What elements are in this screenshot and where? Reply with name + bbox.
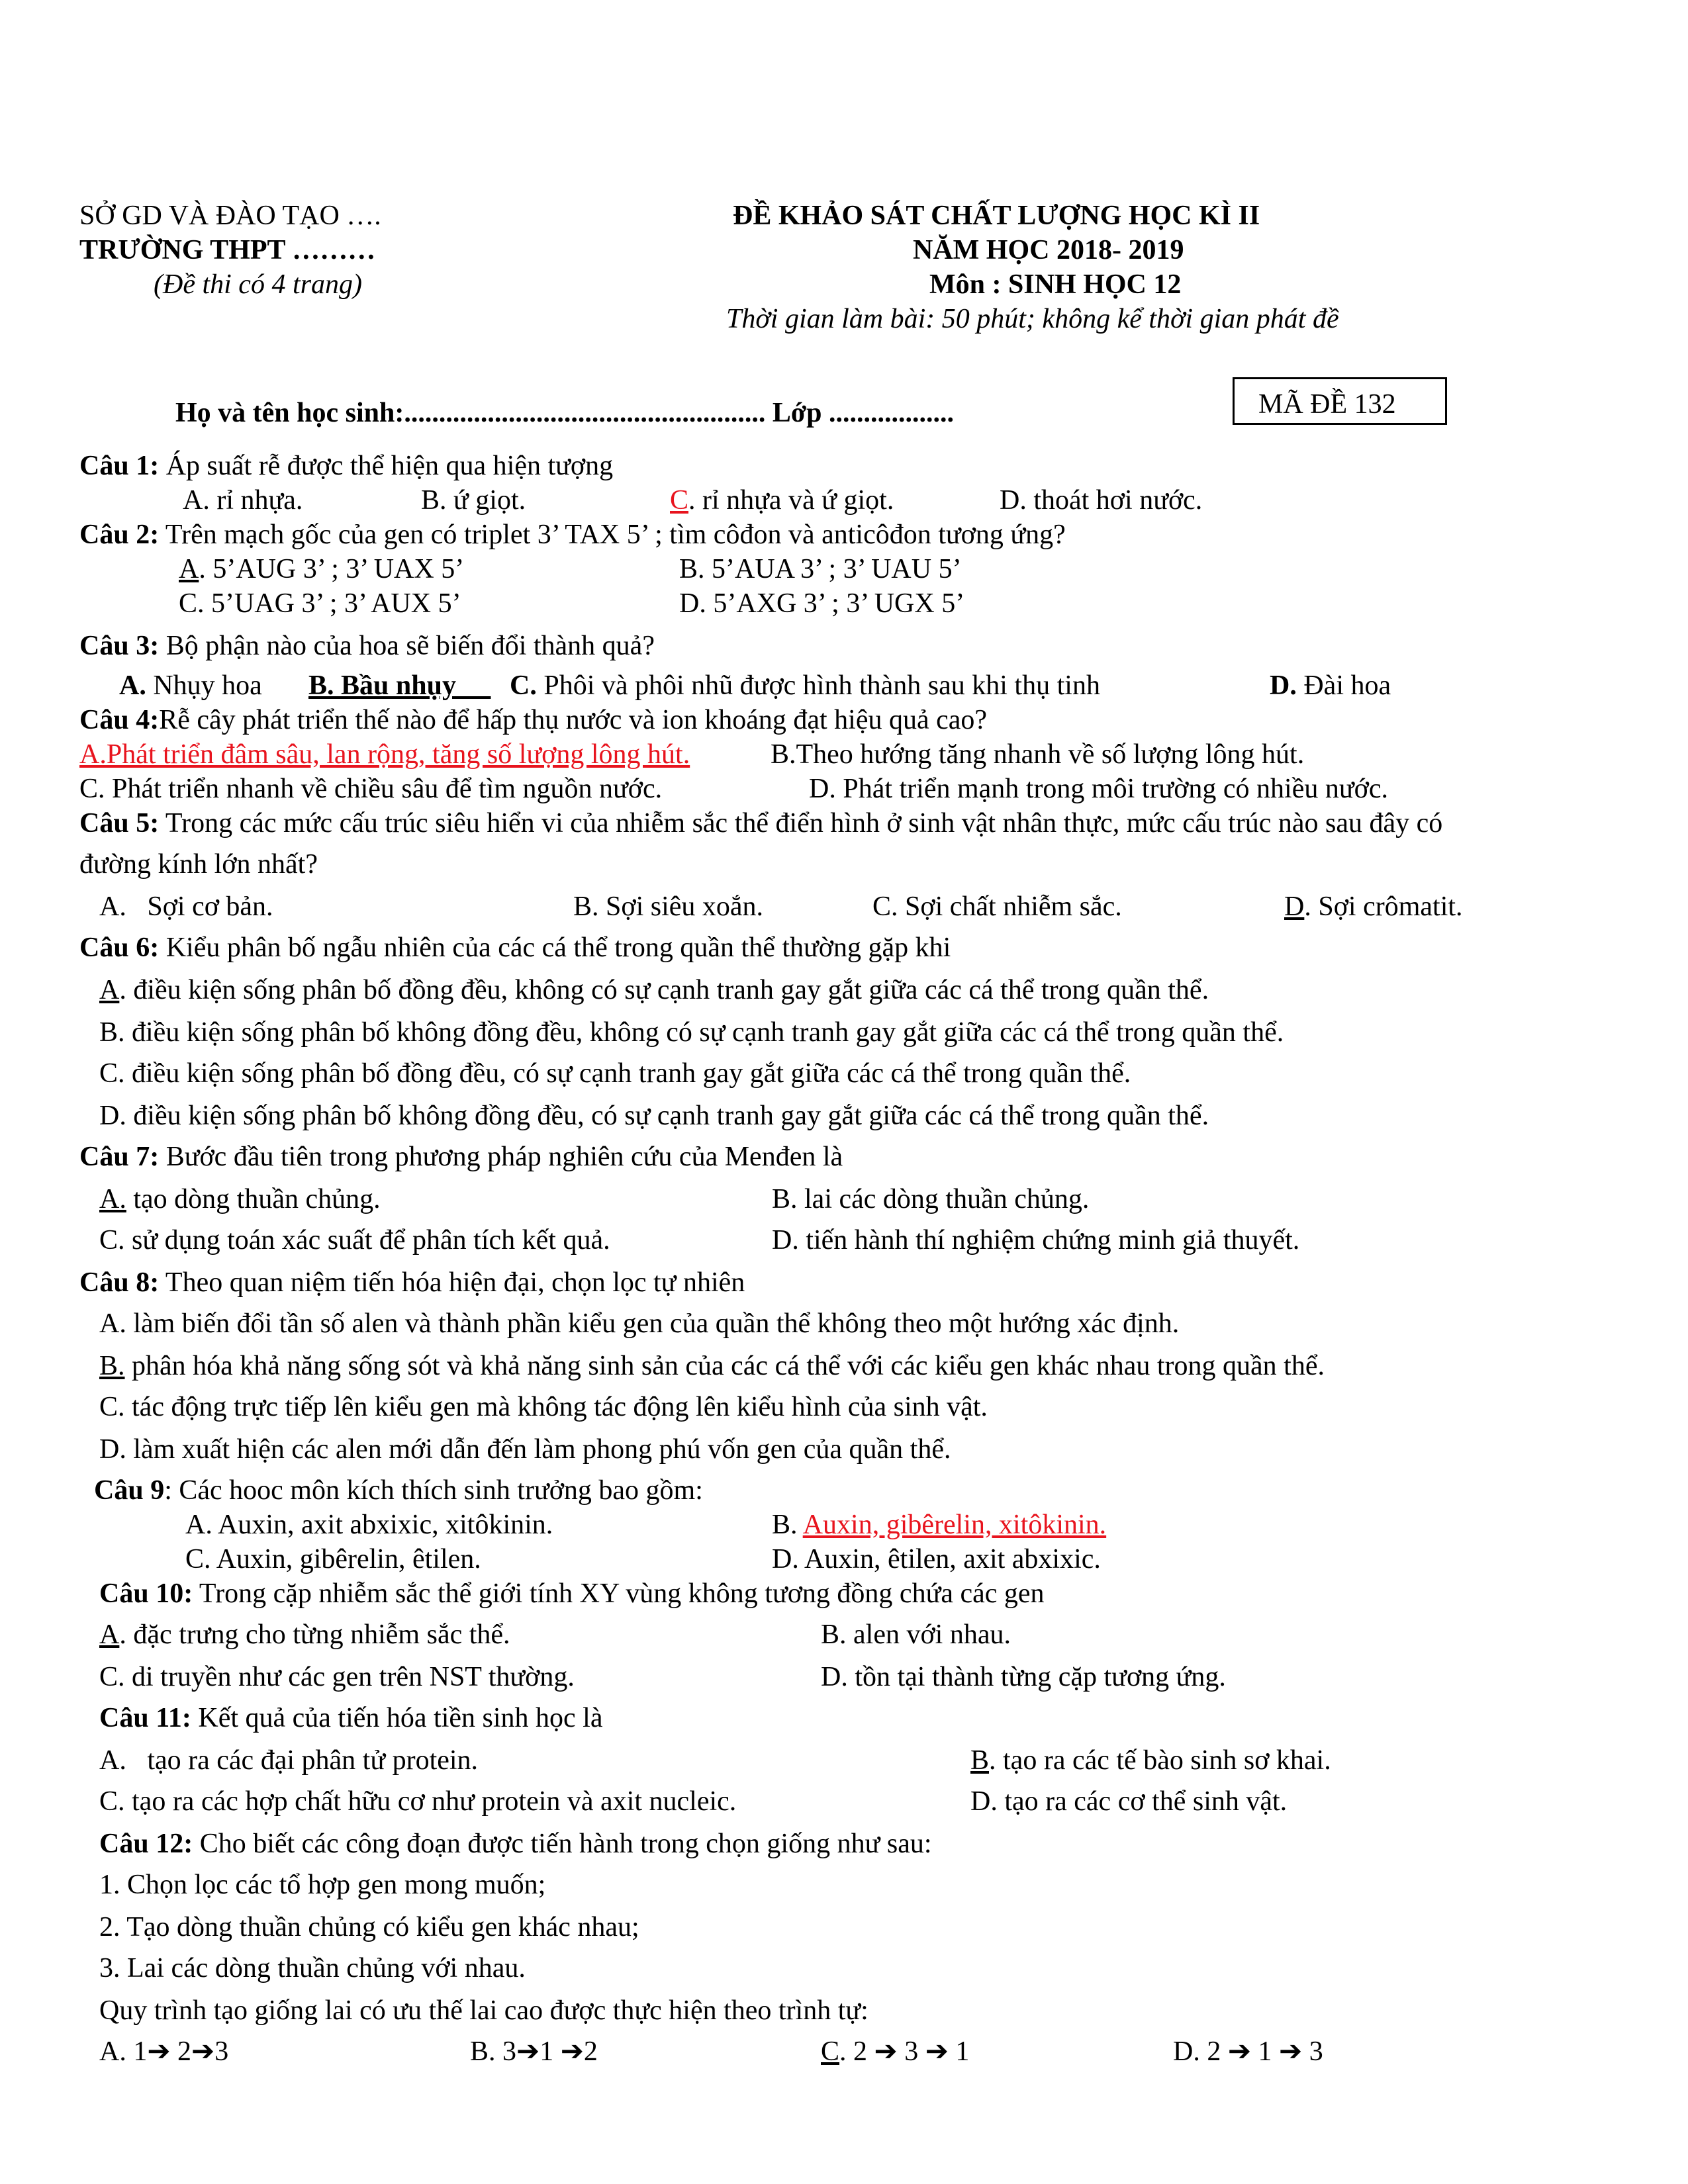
- question-5: [79, 809, 1442, 837]
- question-stem: Kiểu phân bố ngẫu nhiên của các cá thể trong quần thể thường gặp khi: [159, 933, 951, 963]
- question-label: Câu 5:: [79, 808, 160, 839]
- q4-option-b: B.Theo hướng tăng nhanh về số lượng lông hút.: [771, 739, 1305, 770]
- q7-option-c: C. sử dụng toán xác suất để phân tích kết quả.: [99, 1225, 610, 1255]
- q8-option-a: A. làm biến đổi tần số alen và thành phần kiểu gen của quần thể không theo một hướng xác định.: [99, 1308, 1180, 1339]
- question-label: Câu 1:: [79, 451, 160, 481]
- q9-option-b: [772, 1511, 1106, 1539]
- question-6: [79, 934, 951, 962]
- exam-code: MÃ ĐỀ 132: [1258, 389, 1396, 420]
- question-label: Câu 4:: [79, 705, 160, 735]
- option-text: tạo dòng thuần chủng.: [126, 1184, 381, 1214]
- question-label: Câu 12:: [99, 1829, 193, 1859]
- option-letter: A.: [119, 670, 146, 701]
- school-year: NĂM HỌC 2018- 2019: [913, 235, 1184, 265]
- question-2: [79, 521, 1066, 549]
- q12-option-a: A. 1➔ 2➔3: [99, 2036, 229, 2067]
- q9-option-d: D. Auxin, êtilen, axit abxixic.: [772, 1544, 1101, 1574]
- q12-option-d: D. 2 ➔ 1 ➔ 3: [1173, 2036, 1323, 2067]
- q1-option-b: B. ứ giọt.: [421, 485, 526, 516]
- time-note: Thời gian làm bài: 50 phút; không kể thời gian phát đề: [726, 304, 1339, 334]
- q5-option-a: A. Sợi cơ bản.: [99, 891, 273, 922]
- question-stem: Bộ phận nào của hoa sẽ biến đổi thành quả?: [159, 631, 655, 661]
- question-1: [79, 452, 613, 480]
- option-text: . rỉ nhựa và ứ giọt.: [688, 485, 894, 516]
- q12-step-1: 1. Chọn lọc các tổ hợp gen mong muốn;: [99, 1870, 546, 1900]
- q12-step-2: 2. Tạo dòng thuần chủng có kiểu gen khác nhau;: [99, 1912, 639, 1942]
- answer-letter: A: [99, 975, 120, 1005]
- q5-option-c: C. Sợi chất nhiễm sắc.: [872, 891, 1122, 922]
- option-text: . 5’AUG 3’ ; 3’ UAX 5’: [199, 554, 465, 584]
- q6-option-b: B. điều kiện sống phân bố không đồng đều, không có sự cạnh tranh gay gắt giữa các cá thể trong quần thể.: [99, 1017, 1284, 1048]
- answer-letter: B.: [99, 1351, 125, 1381]
- subject: Môn : SINH HỌC 12: [929, 269, 1182, 300]
- q10-option-b: B. alen với nhau.: [821, 1619, 1011, 1650]
- option-text: . Sợi crômatit.: [1304, 891, 1463, 922]
- q3-option-b: B. Bầu nhụy: [308, 670, 491, 701]
- department-name: SỞ GD VÀ ĐÀO TẠO ….: [79, 201, 381, 231]
- question-label: Câu 6:: [79, 933, 160, 963]
- q6-option-d: D. điều kiện sống phân bố không đồng đều, có sự cạnh tranh gay gắt giữa các cá thể trong quần thể.: [99, 1101, 1209, 1131]
- question-stem: Trên mạch gốc của gen có triplet 3’ TAX 5’ ; tìm côđon và anticôđon tương ứng?: [159, 520, 1066, 550]
- q4-option-c: C. Phát triển nhanh về chiều sâu để tìm nguồn nước.: [79, 774, 663, 804]
- option-text: Đài hoa: [1296, 670, 1391, 701]
- q12-prompt: Quy trình tạo giống lai có ưu thế lai cao được thực hiện theo trình tự:: [99, 1995, 868, 2026]
- option-letter: B.: [772, 1510, 803, 1540]
- pages-note: (Đề thi có 4 trang): [154, 269, 362, 300]
- question-9: [94, 1477, 703, 1504]
- question-label: Câu 2:: [79, 520, 160, 550]
- q6-option-c: C. điều kiện sống phân bố đồng đều, có sự cạnh tranh gay gắt giữa các cá thể trong quần thể.: [99, 1058, 1131, 1089]
- answer-text: Auxin, gibêrelin, xitôkinin.: [802, 1510, 1107, 1540]
- q12-step-3: 3. Lai các dòng thuần chủng với nhau.: [99, 1953, 526, 1983]
- question-8: [79, 1269, 745, 1297]
- question-label: Câu 11:: [99, 1703, 191, 1733]
- q4-option-a: A.Phát triển đâm sâu, lan rộng, tăng số lượng lông hút.: [79, 739, 690, 770]
- student-info-line: Họ và tên học sinh:.................................................... Lớp ..................: [175, 398, 954, 428]
- q2-option-d: D. 5’AXG 3’ ; 3’ UGX 5’: [679, 588, 965, 619]
- q11-option-d: D. tạo ra các cơ thể sinh vật.: [970, 1786, 1288, 1817]
- q10-option-d: D. tồn tại thành từng cặp tương ứng.: [821, 1662, 1226, 1692]
- answer-letter: A: [179, 554, 199, 584]
- q8-option-d: D. làm xuất hiện các alen mới dẫn đến làm phong phú vốn gen của quần thể.: [99, 1434, 951, 1465]
- question-5-stem-continued: đường kính lớn nhất?: [79, 849, 318, 880]
- question-3: [79, 632, 655, 660]
- question-stem: Trong các mức cấu trúc siêu hiển vi của nhiễm sắc thể điển hình ở sinh vật nhân thực, mức cấu trúc nào sau đây có: [159, 808, 1443, 839]
- q4-option-d: D. Phát triển mạnh trong môi trường có nhiều nước.: [809, 774, 1388, 804]
- q7-option-a: [99, 1185, 381, 1213]
- question-12: [99, 1830, 932, 1858]
- q11-option-c: C. tạo ra các hợp chất hữu cơ như protein và axit nucleic.: [99, 1786, 737, 1817]
- q7-option-d: D. tiến hành thí nghiệm chứng minh giả thuyết.: [772, 1225, 1300, 1255]
- question-label: Câu 8:: [79, 1267, 160, 1298]
- q1-option-c: [670, 486, 894, 514]
- answer-letter: D: [1284, 891, 1305, 922]
- q8-option-c: C. tác động trực tiếp lên kiểu gen mà không tác động lên kiểu hình của sinh vật.: [99, 1392, 988, 1422]
- question-stem: Kết quả của tiến hóa tiền sinh học là: [191, 1703, 603, 1733]
- option-text: . điều kiện sống phân bố đồng đều, không có sự cạnh tranh gay gắt giữa các cá thể trong quần thể.: [119, 975, 1209, 1005]
- option-letter: C.: [510, 670, 537, 701]
- q3-option-a: [119, 672, 262, 700]
- q10-option-a: [99, 1621, 510, 1649]
- question-label: Câu 9: [94, 1475, 165, 1506]
- q2-option-c: C. 5’UAG 3’ ; 3’ AUX 5’: [179, 588, 461, 619]
- q5-option-d: [1284, 893, 1463, 921]
- q12-option-b: B. 3➔1 ➔2: [470, 2036, 598, 2067]
- question-10: [99, 1580, 1045, 1608]
- q5-option-b: B. Sợi siêu xoắn.: [573, 891, 764, 922]
- option-letter: D.: [1270, 670, 1297, 701]
- question-stem: Áp suất rễ được thể hiện qua hiện tượng: [159, 451, 614, 481]
- option-text: Nhụy hoa: [146, 670, 262, 701]
- question-stem: : Các hooc môn kích thích sinh trưởng bao gồm:: [164, 1475, 703, 1506]
- q7-option-b: B. lai các dòng thuần chủng.: [772, 1184, 1090, 1214]
- option-text: . 2 ➔ 3 ➔ 1: [839, 2036, 970, 2067]
- q2-option-b: B. 5’AUA 3’ ; 3’ UAU 5’: [679, 554, 962, 584]
- q9-option-a: A. Auxin, axit abxixic, xitôkinin.: [185, 1510, 553, 1540]
- answer-letter: C: [670, 485, 689, 516]
- question-label: Câu 7:: [79, 1142, 160, 1172]
- answer-letter: A.: [99, 1184, 126, 1214]
- q3-option-d: [1270, 672, 1391, 700]
- answer-letter: B: [970, 1745, 990, 1776]
- q10-option-c: C. di truyền như các gen trên NST thường.: [99, 1662, 575, 1692]
- answer-letter: A: [99, 1619, 120, 1650]
- q12-option-c: [821, 2038, 969, 2066]
- question-7: [79, 1143, 843, 1171]
- q2-option-a: [179, 555, 464, 583]
- q3-option-c: [510, 672, 1100, 700]
- option-text: . đặc trưng cho từng nhiễm sắc thể.: [119, 1619, 510, 1650]
- question-label: Câu 3:: [79, 631, 160, 661]
- question-stem: Rễ cây phát triển thế nào để hấp thụ nước và ion khoáng đạt hiệu quả cao?: [159, 705, 988, 735]
- exam-title: ĐỀ KHẢO SÁT CHẤT LƯỢNG HỌC KÌ II: [733, 201, 1260, 231]
- q11-option-b: [970, 1747, 1331, 1774]
- question-stem: Trong cặp nhiễm sắc thể giới tính XY vùng không tương đồng chứa các gen: [193, 1578, 1045, 1609]
- q9-option-c: C. Auxin, gibêrelin, êtilen.: [185, 1544, 481, 1574]
- question-11: [99, 1704, 603, 1732]
- q8-option-b: [99, 1352, 1325, 1380]
- option-text: Phôi và phôi nhũ được hình thành sau khi thụ tinh: [536, 670, 1100, 701]
- question-4: [79, 706, 987, 734]
- q11-option-a: A. tạo ra các đại phân tử protein.: [99, 1745, 479, 1776]
- question-label: Câu 10:: [99, 1578, 193, 1609]
- option-text: . tạo ra các tế bào sinh sơ khai.: [989, 1745, 1331, 1776]
- school-name: TRƯỜNG THPT ………: [79, 235, 376, 265]
- exam-code-box: [1233, 377, 1447, 425]
- question-stem: Theo quan niệm tiến hóa hiện đại, chọn lọc tự nhiên: [159, 1267, 745, 1298]
- q1-option-a: A. rỉ nhựa.: [183, 485, 303, 516]
- question-stem: Bước đầu tiên trong phương pháp nghiên cứu của Menđen là: [159, 1142, 843, 1172]
- option-text: phân hóa khả năng sống sót và khả năng sinh sản của các cá thể với các kiểu gen khác nhau trong quần thể.: [124, 1351, 1325, 1381]
- q1-option-d: D. thoát hơi nước.: [1000, 485, 1203, 516]
- question-stem: Cho biết các công đoạn được tiến hành trong chọn giống như sau:: [193, 1829, 932, 1859]
- answer-letter: C: [821, 2036, 840, 2067]
- q6-option-a: [99, 976, 1209, 1004]
